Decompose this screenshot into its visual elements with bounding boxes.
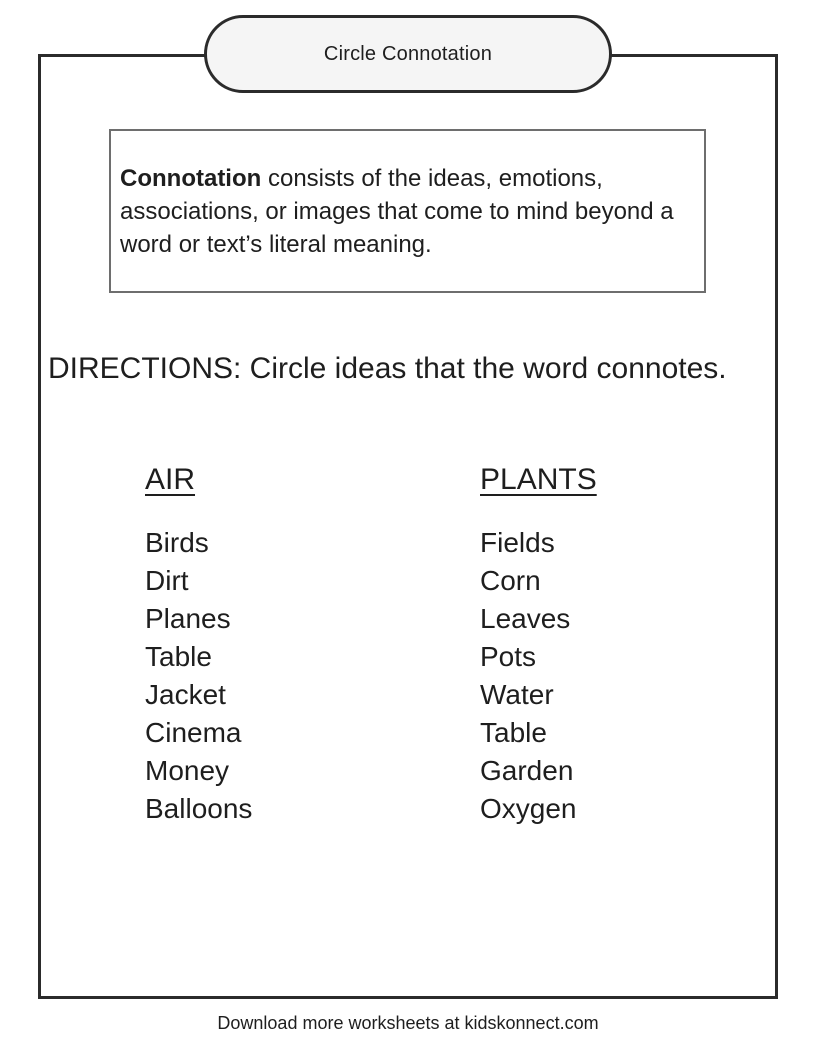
word-item: Birds xyxy=(145,527,209,558)
word-item: Pots xyxy=(480,641,537,672)
word-item: Balloons xyxy=(145,793,253,824)
column-plants-header: PLANTS xyxy=(480,463,597,496)
word-item: Fields xyxy=(480,527,555,558)
column-air-header: AIR xyxy=(145,463,196,496)
word-item: Table xyxy=(480,717,547,748)
word-item: Leaves xyxy=(480,603,571,634)
definition-body: consists of the ideas, emotions, associations, or images that come to mind beyond a word or text’s literal meaning. xyxy=(120,164,674,258)
worksheet-title-tab xyxy=(204,15,612,93)
word-item: Water xyxy=(480,679,554,710)
word-item: Garden xyxy=(480,755,574,786)
directions-text: DIRECTIONS: Circle ideas that the word connotes. xyxy=(48,352,727,385)
word-item: Oxygen xyxy=(480,793,577,824)
page-title: Circle Connotation xyxy=(323,42,493,65)
definition-box xyxy=(109,129,706,293)
word-item: Dirt xyxy=(145,565,189,596)
definition-text xyxy=(120,162,678,261)
word-item: Table xyxy=(145,641,212,672)
word-item: Money xyxy=(145,755,230,786)
word-item: Cinema xyxy=(145,717,242,748)
word-item: Jacket xyxy=(145,679,226,710)
footer-text: Download more worksheets at kidskonnect.com xyxy=(217,1013,599,1033)
definition-term: Connotation xyxy=(120,164,262,192)
word-item: Planes xyxy=(145,603,231,634)
column-air xyxy=(145,462,252,828)
column-plants-list xyxy=(480,524,597,828)
word-item: Corn xyxy=(480,565,541,596)
column-air-list xyxy=(145,524,252,828)
column-plants xyxy=(480,462,597,828)
